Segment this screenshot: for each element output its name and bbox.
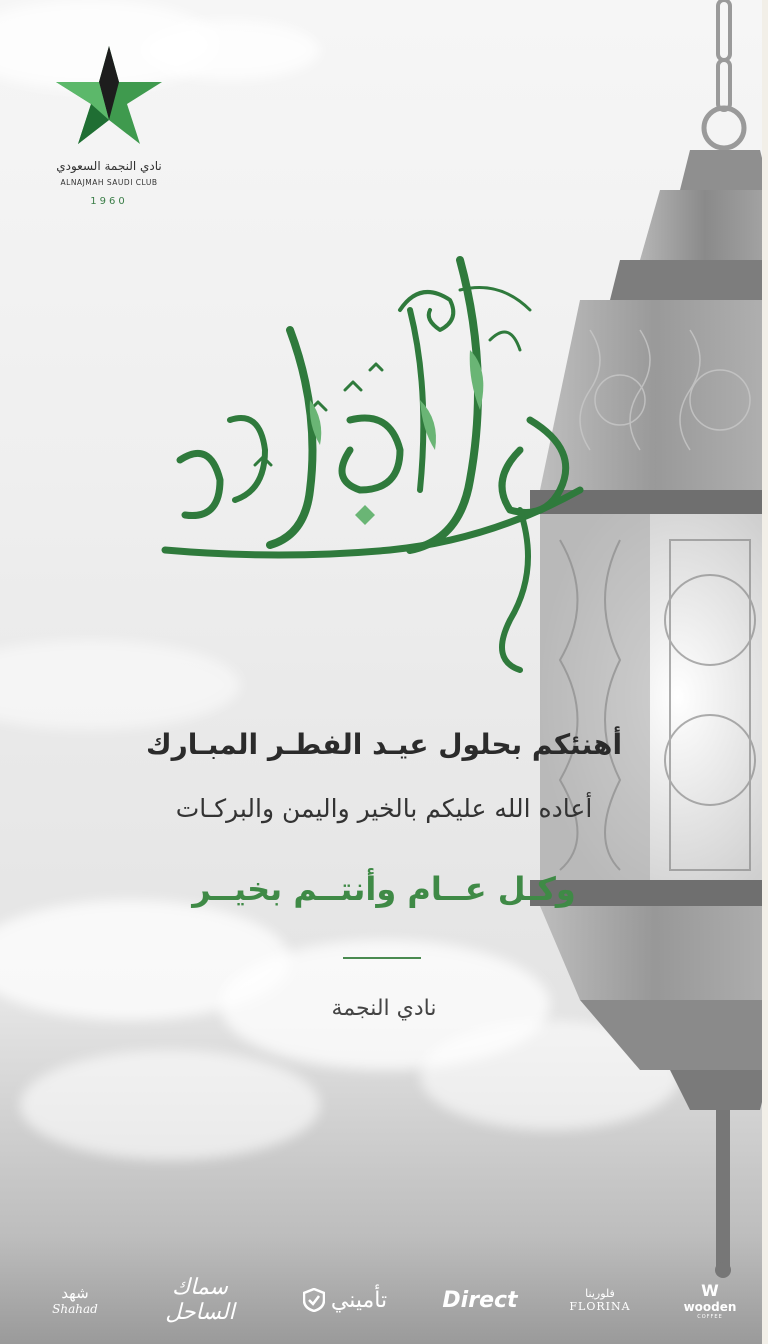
shield-icon	[303, 1288, 325, 1312]
sponsor-florina-ar: فلورينا	[585, 1287, 615, 1300]
greeting-line-1: أهنئكم بحلول عيـد الفطـر المبـارك	[145, 728, 623, 761]
sponsor-tamini-text: تأميني	[330, 1287, 388, 1313]
greeting-line-3: وكـل عــام وأنتــم بخيــر	[192, 870, 576, 908]
signature: نادي النجمة	[331, 996, 437, 1021]
sponsor-wooden-sub: COFFEE	[697, 1313, 723, 1320]
cloud-decoration	[20, 1050, 320, 1160]
sponsor-florina-en: FLORINA	[569, 1300, 631, 1313]
club-founding-year: 1960	[90, 196, 128, 207]
sponsor-wooden-main: wooden	[683, 1299, 737, 1314]
sponsor-shahad-en: Shahad	[52, 1302, 98, 1316]
club-name-english: ALNAJMAH SAUDI CLUB	[60, 178, 158, 187]
greeting-line-2: أعاده الله عليكم بالخير واليمن والبركـات	[175, 794, 593, 823]
divider-line	[343, 957, 421, 959]
sponsor-sammak-logo: سماك الساحل	[165, 1275, 235, 1325]
page-edge	[762, 0, 768, 1344]
club-name-arabic: نادي النجمة السعودي	[56, 159, 162, 173]
eid-calligraphy	[160, 250, 605, 690]
sponsor-wooden-logo	[680, 1281, 740, 1320]
sponsor-shahad-logo	[40, 1284, 110, 1316]
sponsor-tamini-logo	[290, 1288, 400, 1313]
sponsor-shahad-ar: شهد	[61, 1284, 89, 1302]
sponsor-direct-logo: Direct	[442, 1287, 518, 1313]
club-logo	[50, 44, 168, 224]
star-logo-icon	[50, 44, 168, 154]
sponsors-bar	[40, 1270, 740, 1330]
sponsor-florina-logo	[560, 1287, 640, 1313]
wooden-w-icon: W	[701, 1280, 719, 1300]
